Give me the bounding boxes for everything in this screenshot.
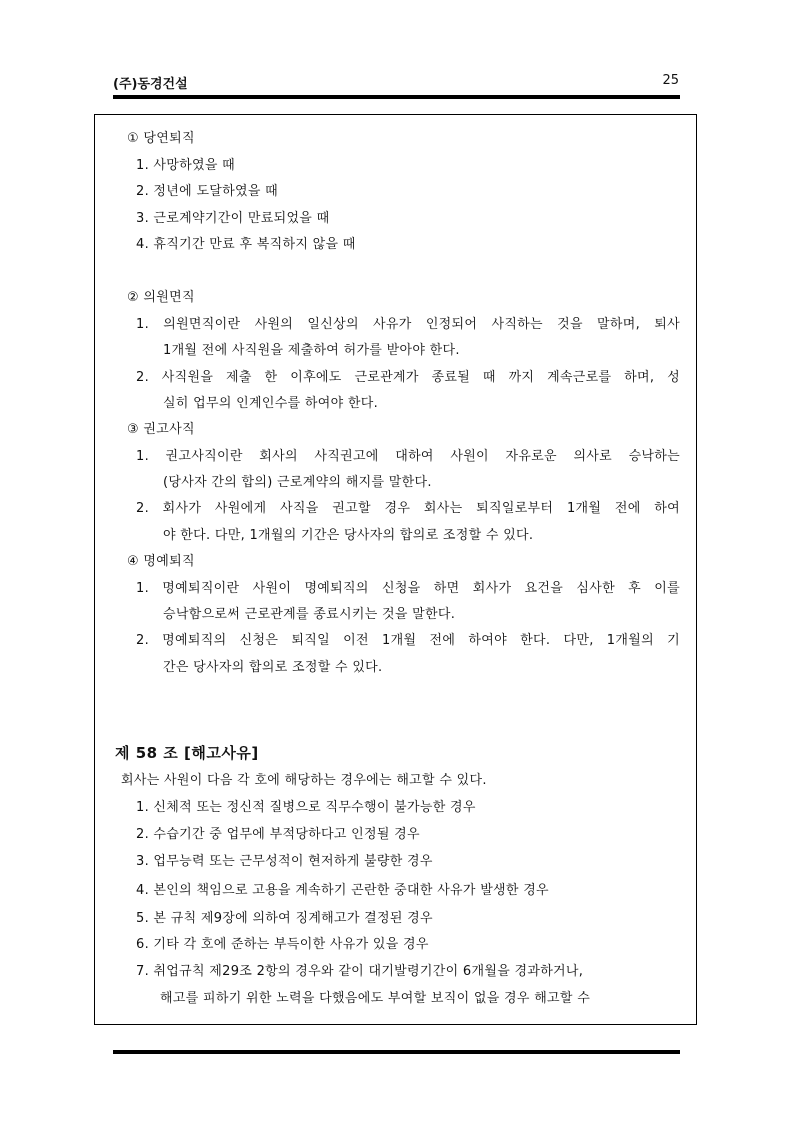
list-item-continuation: 승낙함으로써 근로관계를 종료시키는 것을 말한다. bbox=[163, 607, 456, 622]
list-item-continuation: 해고를 피하기 위한 노력을 다했음에도 부여할 보직이 없을 경우 해고할 수 bbox=[160, 991, 591, 1006]
list-item-continuation: 간은 당사자의 합의로 조정할 수 있다. bbox=[163, 660, 383, 675]
list-item: 3. 업무능력 또는 근무성적이 현저하게 불량한 경우 bbox=[136, 854, 433, 869]
list-item: 1. 권고사직이란 회사의 사직권고에 대하여 사원이 자유로운 의사로 승낙하는 bbox=[136, 449, 680, 464]
list-item: 2. 회사가 사원에게 사직을 권고할 경우 회사는 퇴직일로부터 1개월 전에 하여 bbox=[136, 501, 680, 516]
list-item: 2. 명예퇴직의 신청은 퇴직일 이전 1개월 전에 하여야 한다. 다만, 1개월의 기 bbox=[136, 633, 680, 648]
list-item-continuation: 야 한다. 다만, 1개월의 기간은 당사자의 합의로 조정할 수 있다. bbox=[163, 528, 534, 543]
section-heading-recommended-resignation: ③ 권고사직 bbox=[127, 422, 195, 437]
list-item: 1. 의원면직이란 사원의 일신상의 사유가 인정되어 사직하는 것을 말하며, 퇴사 bbox=[136, 317, 680, 332]
list-item: 7. 취업규칙 제29조 2항의 경우와 같이 대기발령기간이 6개월을 경과하거나, bbox=[136, 964, 584, 979]
list-item: 4. 휴직기간 만료 후 복직하지 않을 때 bbox=[136, 237, 356, 252]
list-item-continuation: 실히 업무의 인계인수를 하여야 한다. bbox=[163, 396, 379, 411]
list-item: 1. 사망하였을 때 bbox=[136, 158, 236, 173]
section-heading-voluntary-resignation: ② 의원면직 bbox=[127, 290, 195, 305]
list-item: 2. 사직원을 제출 한 이후에도 근로관계가 종료될 때 까지 계속근로를 하며, 성 bbox=[136, 370, 680, 385]
list-item: 1. 신체적 또는 정신적 질병으로 직무수행이 불가능한 경우 bbox=[136, 800, 476, 815]
list-item-continuation: 1개월 전에 사직원을 제출하여 허가를 받아야 한다. bbox=[163, 343, 460, 358]
header-rule bbox=[113, 95, 680, 99]
article-intro: 회사는 사원이 다음 각 호에 해당하는 경우에는 해고할 수 있다. bbox=[121, 773, 487, 788]
article-title: 제 58 조 [해고사유] bbox=[115, 744, 259, 762]
list-item: 3. 근로계약기간이 만료되었을 때 bbox=[136, 211, 330, 226]
page-number: 25 bbox=[662, 73, 679, 88]
section-heading-honorary-retirement: ④ 명예퇴직 bbox=[127, 554, 195, 569]
footer-rule bbox=[113, 1050, 680, 1054]
list-item: 2. 수습기간 중 업무에 부적당하다고 인정될 경우 bbox=[136, 827, 420, 842]
list-item: 2. 정년에 도달하였을 때 bbox=[136, 184, 279, 199]
list-item: 4. 본인의 책임으로 고용을 계속하기 곤란한 중대한 사유가 발생한 경우 bbox=[136, 883, 549, 898]
list-item: 1. 명예퇴직이란 사원이 명예퇴직의 신청을 하면 회사가 요건을 심사한 후 이를 bbox=[136, 581, 680, 596]
list-item: 6. 기타 각 호에 준하는 부득이한 사유가 있을 경우 bbox=[136, 937, 429, 952]
company-name: (주)동경건설 bbox=[113, 77, 188, 92]
list-item: 5. 본 규칙 제9장에 의하여 징계해고가 결정된 경우 bbox=[136, 911, 433, 926]
list-item-continuation: (당사자 간의 합의) 근로계약의 해지를 말한다. bbox=[163, 475, 432, 490]
section-heading-natural-retirement: ① 당연퇴직 bbox=[127, 131, 195, 146]
